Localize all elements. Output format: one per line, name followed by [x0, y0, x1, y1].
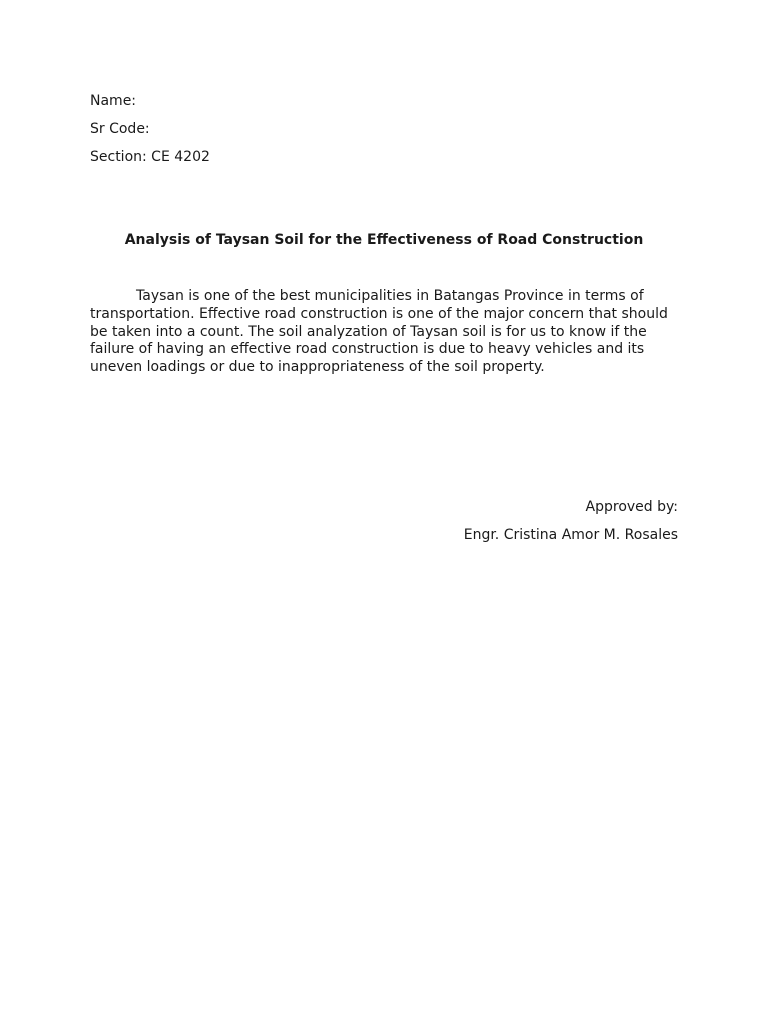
- approved-by-label: Approved by:: [585, 499, 678, 515]
- approver-name: Engr. Cristina Amor M. Rosales: [463, 527, 678, 543]
- body-paragraph: Taysan is one of the best municipalities in Batangas Province in terms of transportation. Effective road construction is one of the major concern that should be taken into a count. The soil analyzation of Taysan soil is for us to know if the failure of having an effective road construction is due to heavy vehicles and its uneven loadings or due to inappropriateness of the soil property.: [90, 288, 668, 376]
- sr-code-label: Sr Code:: [90, 121, 150, 137]
- section-label: Section: CE 4202: [90, 149, 210, 165]
- name-label: Name:: [90, 93, 137, 109]
- document-title: Analysis of Taysan Soil for the Effectiveness of Road Construction: [124, 232, 644, 248]
